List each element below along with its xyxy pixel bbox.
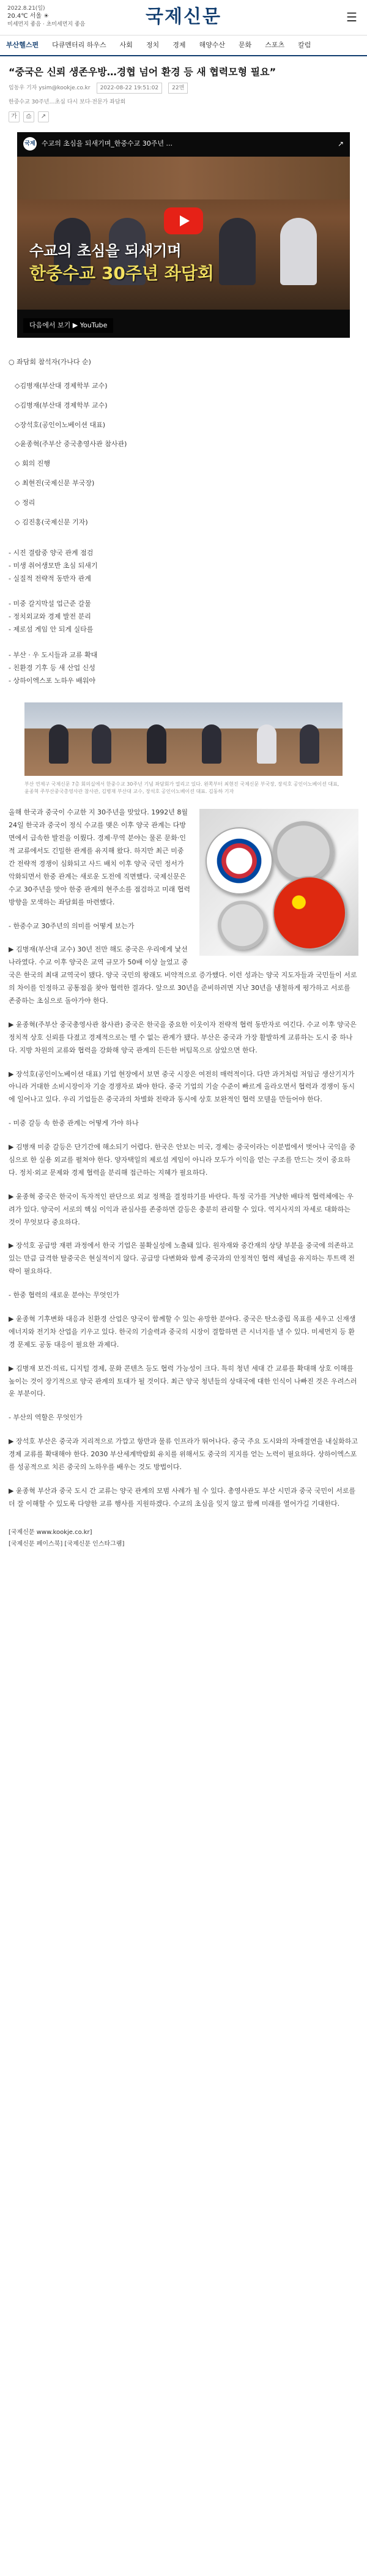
- article-subtitle-row: [9, 97, 358, 108]
- hamburger-menu-icon[interactable]: ☰: [346, 10, 357, 24]
- article-meta: [9, 83, 358, 94]
- article-body: [0, 338, 367, 1550]
- panel-item: ◇김병재(부산대 경제학부 교수): [15, 381, 108, 390]
- article-paragraph: - 한중수교 30주년의 의미를 어떻게 보는가: [9, 921, 135, 930]
- silver-coin: [218, 901, 267, 950]
- topic-line: - 미중 갈지막설 업근준 갈물: [9, 600, 91, 608]
- article-paragraph: ▶ 김병재(부산대 교수) 30년 전만 해도 중국은 우리에게 낯선 나라였다. 수교 이후 양국은 교역 규모가 50배 이상 늘었고 중국은 한국의 최대 교역국이 됐다. 양국 국민의 왕래도 비약적으로 증가했다. 이런 성과는 양국 지도자들과 국민들이 서로의 차이를 인정하고 공통점을 찾아 협력한 결과다. 앞으로 30년을 준비하려면 지난 30년을 냉철하게 평가하고 서로를 존중하는 초심으로 돌아가야 한다.: [9, 945, 357, 1005]
- font-size-icon[interactable]: 가: [9, 111, 20, 122]
- nav-item[interactable]: 경제: [172, 40, 186, 49]
- panel-item: ◇ 회의 진행: [15, 460, 50, 468]
- topic-line: - 제로섬 게임 안 되게 실타를: [9, 625, 94, 634]
- nav-item[interactable]: 문화: [238, 40, 252, 49]
- photo-person: [49, 724, 69, 764]
- topic-line: - 미생 취어생모반 초심 되새기: [9, 561, 98, 570]
- article-header: [0, 56, 367, 122]
- article-paragraph: ▶ 윤종혁 기후변화 대응과 친환경 산업은 양국이 함께할 수 있는 유망한 분야다. 중국은 탄소중립 목표를 세우고 신재생에너지와 전기차 산업을 키우고 있다. 한국의 기술력과 중국의 시장이 결합하면 큰 시너지를 낼 수 있다. 미세먼지 등 환경 문제도 공동 대응이 필요한 과제다.: [9, 1315, 356, 1349]
- article-paragraph: ▶ 장석호(공인이노베이션 대표) 기업 현장에서 보면 중국 시장은 여전히 매력적이다. 다만 과거처럼 저임금 생산기지가 아니라 거대한 소비시장이자 기술 경쟁자로 봐야 한다. 중국 기업의 기술 수준이 빠르게 올라오면서 협력과 경쟁이 동시에 일어나고 있다. 우리 기업들은 중국과의 차별화 전략과 동시에 상호 보완적인 협력 모델을 만들어야 한다.: [9, 1070, 355, 1104]
- weather-widget: [7, 5, 85, 28]
- article-paragraph: ▶ 장석호 부산은 중국과 지리적으로 가깝고 항만과 물류 인프라가 뛰어나다. 중국 주요 도시와의 자매결연을 내실화하고 경제 교류를 확대해야 한다. 2030 부산세계박람회 유치를 위해서도 중국의 지지를 얻는 노력이 필요하다. 상하이엑스포를 성공적으로 치른 중국의 노하우를 배우는 것도 방법이다.: [9, 1437, 358, 1472]
- panel-item: ◇김병재(부산대 경제학부 교수): [15, 401, 108, 409]
- play-button[interactable]: [164, 207, 203, 234]
- topic-line: - 친환경 기후 등 새 산업 신성: [9, 663, 95, 672]
- watch-on-youtube-button[interactable]: 다음에서 보기 ▶ YouTube: [23, 318, 113, 333]
- byline[interactable]: 임동우 기자 ysim@kookje.co.kr: [9, 84, 91, 91]
- photo-person: [92, 724, 111, 764]
- article-photo: [24, 702, 343, 776]
- nav-item[interactable]: 정치: [146, 40, 160, 49]
- panel-list: [9, 380, 358, 529]
- panel-intro-text: ○ 좌담회 참석자(가나다 순): [9, 357, 91, 366]
- share-icon[interactable]: ↗: [38, 111, 49, 122]
- video-background: [17, 157, 350, 199]
- video-caption-line2: 한중수교 30주년 좌담회: [29, 262, 214, 283]
- footer-link[interactable]: [국제신문 페이스북] [국제신문 인스타그램]: [9, 1540, 125, 1547]
- video-title[interactable]: 수교의 초심을 되새기며_한중수교 30주년 ...: [42, 139, 172, 147]
- nav-item[interactable]: 해양수산: [199, 40, 225, 49]
- panel-item: ◇윤종혁(주부산 중국총영사관 참사관): [15, 440, 127, 449]
- topic-line: - 상하이엑스포 노하우 배워야: [9, 676, 95, 685]
- coins-flags-photo: [199, 809, 358, 956]
- article-paragraph: ▶ 윤종혁 부산과 중국 도시 간 교류는 양국 관계의 모범 사례가 될 수 있다. 총영사관도 부산 시민과 중국 국민이 서로를 더 잘 이해할 수 있도록 다양한 교류 행사를 지원하겠다. 수교의 초심을 잊지 않고 함께 미래를 열어가길 기대한다.: [9, 1486, 356, 1508]
- article-paragraph: ▶ 김병재 보건·의료, 디지털 경제, 문화 콘텐츠 등도 협력 가능성이 크다. 특히 청년 세대 간 교류를 확대해 상호 이해를 높이는 것이 장기적으로 양국 관계의 토대가 될 것이다. 최근 양국 청년들의 상대국에 대한 인식이 나빠진 것은 우려스러운 부분이다.: [9, 1364, 357, 1398]
- article-tools: [9, 111, 358, 122]
- site-logo[interactable]: 국제신문: [146, 6, 221, 28]
- main-nav: [0, 35, 367, 56]
- panel-intro: [9, 356, 358, 369]
- page-number: 22면: [168, 83, 188, 94]
- article-footer: [9, 1527, 358, 1550]
- photo-person: [147, 724, 166, 764]
- topic-list: [9, 547, 358, 688]
- china-flag-coin: [273, 876, 346, 950]
- panel-item: ◇장석호(공인이노베이션 대표): [15, 420, 106, 429]
- temperature-text: 20.4℃ 서울 ☀: [7, 13, 50, 20]
- video-caption-line1: 수교의 초심을 되새기며: [29, 242, 182, 259]
- topic-line: - 시진 결람중 양국 관계 점검: [9, 548, 94, 557]
- print-icon[interactable]: ⎙: [23, 111, 34, 122]
- photo-person: [257, 724, 276, 764]
- video-player[interactable]: [17, 132, 350, 338]
- nav-item[interactable]: 스포츠: [265, 40, 285, 49]
- article-paragraphs: [9, 806, 358, 1521]
- silver-coin: [273, 821, 334, 882]
- article-paragraph: - 부산의 역할은 무엇인가: [9, 1413, 83, 1422]
- footer-link[interactable]: [국제신문 www.kookje.co.kr]: [9, 1528, 92, 1536]
- article-paragraph: - 미중 갈등 속 한중 관계는 어떻게 가야 하나: [9, 1119, 139, 1128]
- article-paragraph: ▶ 윤종혁(주부산 중국총영사관 참사관) 중국은 한국을 중요한 이웃이자 전략적 협력 동반자로 여긴다. 수교 이후 양국은 정치적 상호 신뢰를 다졌고 경제적으로는 뗄 수 없는 관계가 됐다. 부산은 중국과 가장 활발하게 교류하는 도시 중 하나다. 지방 차원의 교류와 협력을 강화해 양국 관계의 든든한 버팀목으로 삼았으면 한다.: [9, 1020, 357, 1054]
- article-paragraph: ▶ 윤종혁 중국은 한국이 독자적인 판단으로 외교 정책을 결정하기를 바란다. 특정 국가를 겨냥한 배타적 협력체에는 우려가 있다. 양국이 서로의 핵심 이익과 관심사를 존중하면 갈등은 충분히 관리할 수 있다. 역지사지의 자세로 대화하는 것이 무엇보다 중요하다.: [9, 1192, 354, 1226]
- topic-line: [9, 586, 358, 598]
- weather-note: 미세먼지 좋음 · 초미세먼지 좋음: [7, 21, 86, 28]
- article-paragraph: - 한중 협력의 새로운 분야는 무엇인가: [9, 1291, 119, 1300]
- nav-item[interactable]: 부산헬스편: [6, 40, 39, 49]
- published-date: 2022-08-22 19:51:02: [97, 83, 163, 94]
- korea-flag-coin: [206, 827, 273, 895]
- video-person: [219, 218, 256, 285]
- video-share-icon[interactable]: ↗: [337, 139, 344, 148]
- photo-person: [300, 724, 319, 764]
- top-bar: [0, 0, 367, 35]
- article-paragraph: 올해 한국과 중국이 수교한 지 30주년을 맞았다. 1992년 8월 24일 한국과 중국이 정식 수교를 맺은 이후 양국 관계는 다방면에서 급속한 발전을 이뤘다. 경제·무역 분야는 물론 문화·인적 교류에서도 긴밀한 관계를 유지해 왔다. 하지만 최근 미중 간 전략적 경쟁이 심화되고 사드 배치 이후 양국 국민 정서가 악화되면서 한중 관계는 새로운 도전에 직면했다. 국제신문은 수교 30주년을 맞아 한중 관계의 현주소를 점검하고 미래 협력 방향을 모색하는 좌담회를 마련했다.: [9, 808, 190, 906]
- topic-line: - 부산 · 우 도시들과 교류 확대: [9, 650, 98, 659]
- photo-person: [202, 724, 221, 764]
- photo-caption: 부산 연제구 국제신문 7층 회의실에서 한중수교 30주년 기념 좌담회가 열리고 있다. 왼쪽부터 최현진 국제신문 부국장, 장석호 공인이노베이션 대표, 윤종혁 주부산중국총영사관 참사관, 김병재 부산대 교수, 장석호 공인이노베이션 대표. 김동하 기자: [24, 781, 339, 795]
- article-paragraph: ▶ 김병재 미중 갈등은 단기간에 해소되기 어렵다. 한국은 안보는 미국, 경제는 중국이라는 이분법에서 벗어나 국익을 중심으로 한 실용 외교를 펼쳐야 한다. 양자택일의 제로섬 게임이 아니라 모두가 이익을 얻는 구조를 만드는 것이 중요하다. 정치·외교 문제와 경제 협력을 분리해 접근하는 지혜가 필요하다.: [9, 1143, 356, 1177]
- panel-item: ◇ 정리: [15, 499, 35, 507]
- article-subtitle: 한중수교 30주년…초심 다시 보다·전문가 좌담회: [9, 99, 126, 106]
- channel-avatar[interactable]: 국제: [23, 137, 37, 151]
- panel-item: ◇ 김진홍(국제신문 기자): [15, 518, 88, 526]
- date-text: 2022.8.21(일): [7, 6, 45, 12]
- article-title: “중국은 신뢰 생존우방…경협 넘어 환경 등 새 협력모형 필요”: [9, 66, 276, 78]
- panel-item: ◇ 최현진(국제신문 부국장): [15, 479, 95, 488]
- nav-item[interactable]: 칼럼: [298, 40, 311, 49]
- topic-line: - 정치외교와 경제 발전 분리: [9, 612, 91, 621]
- video-person: [280, 218, 317, 285]
- nav-item[interactable]: 다큐멘터리 하우스: [52, 40, 106, 49]
- video-title-bar[interactable]: [23, 137, 172, 151]
- article-paragraph: ▶ 장석호 공급망 재편 과정에서 한국 기업은 불확실성에 노출돼 있다. 원자재와 중간재의 상당 부분을 중국에 의존하고 있는 만큼 급격한 탈중국은 현실적이지 않다. 공급망 다변화와 함께 중국과의 안정적인 협력 채널을 유지하는 투트랙 전략이 필요하다.: [9, 1241, 355, 1276]
- topic-line: - 실질적 전략적 동반자 관계: [9, 574, 91, 583]
- topic-line: [9, 636, 358, 649]
- nav-item[interactable]: 사회: [119, 40, 133, 49]
